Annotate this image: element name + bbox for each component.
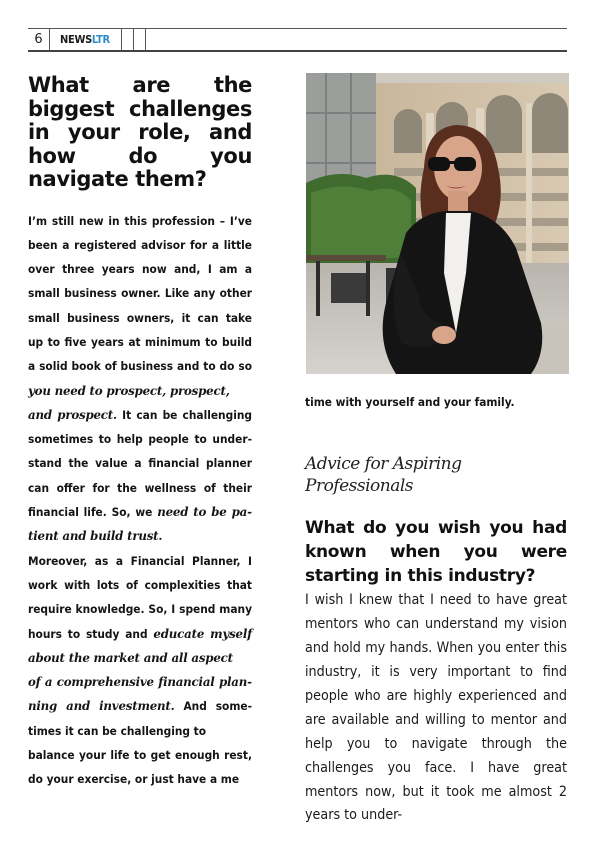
answer-paragraph-2 [28,549,252,792]
emphasis-text: educate myself about the market and all aspect [28,626,252,665]
left-column [28,74,252,792]
brand-prefix: NEWS [60,33,92,46]
right-column [305,390,567,828]
portrait-photo [306,73,569,374]
answer-text: And sometimes it can be challenging to [28,699,252,738]
answer-text: Moreover, as a Financial Planner, I work with lots of complexities that require knowledge. So, I spend many hours to study and [28,553,252,641]
portrait-illustration [306,73,569,374]
emphasis-text: and prospect. [28,407,117,422]
answer-text: It can be challenging sometimes to help people to understand the value a financial planner can offer for the wellness of their financial life. So, we [28,407,252,520]
answer-continuation: time with yourself and your family. [305,395,515,409]
answer-paragraph-1 [28,209,252,549]
question-heading: What do you wish you had known when you were starting in this industry? [305,518,567,587]
section-heading: Advice for Aspiring Professionals [305,454,462,497]
answer-text: balance your life to get enough rest, do your exercise, or just have a me [28,748,252,787]
emphasis-text: of a comprehensive financial planning and investment. [28,675,252,714]
brand-accent: LTR [91,33,110,46]
answer-body [28,209,252,792]
page-header [28,28,567,52]
emphasis-text: you need to prospect, prospect, [28,383,230,398]
question-heading: What are the biggest challenges in your role, and how do you navigate them? [28,73,252,191]
answer-body: I wish I knew that I need to have great mentors who can understand my vision and hold my hands. When you enter this industry, it is very important to find people who are highly experienced and are available and willing to mentor and help you to navigate through the challenges you face. I have great mentors now, but it took me almost 2 years to under- [305,592,567,824]
emphasis-text: need to be patient and build trust. [28,505,252,544]
newsletter-brand [50,29,122,50]
answer-text: I’m still new in this profession – I’ve been a registered advisor for a little over three years now and, I am a small business owner. Like any other small business owners, it can take up to five years at minimum to build a solid book of business and to do so [28,213,252,374]
page-number: 6 [28,29,50,50]
header-divider-box [122,29,134,50]
header-divider-box [134,29,146,50]
